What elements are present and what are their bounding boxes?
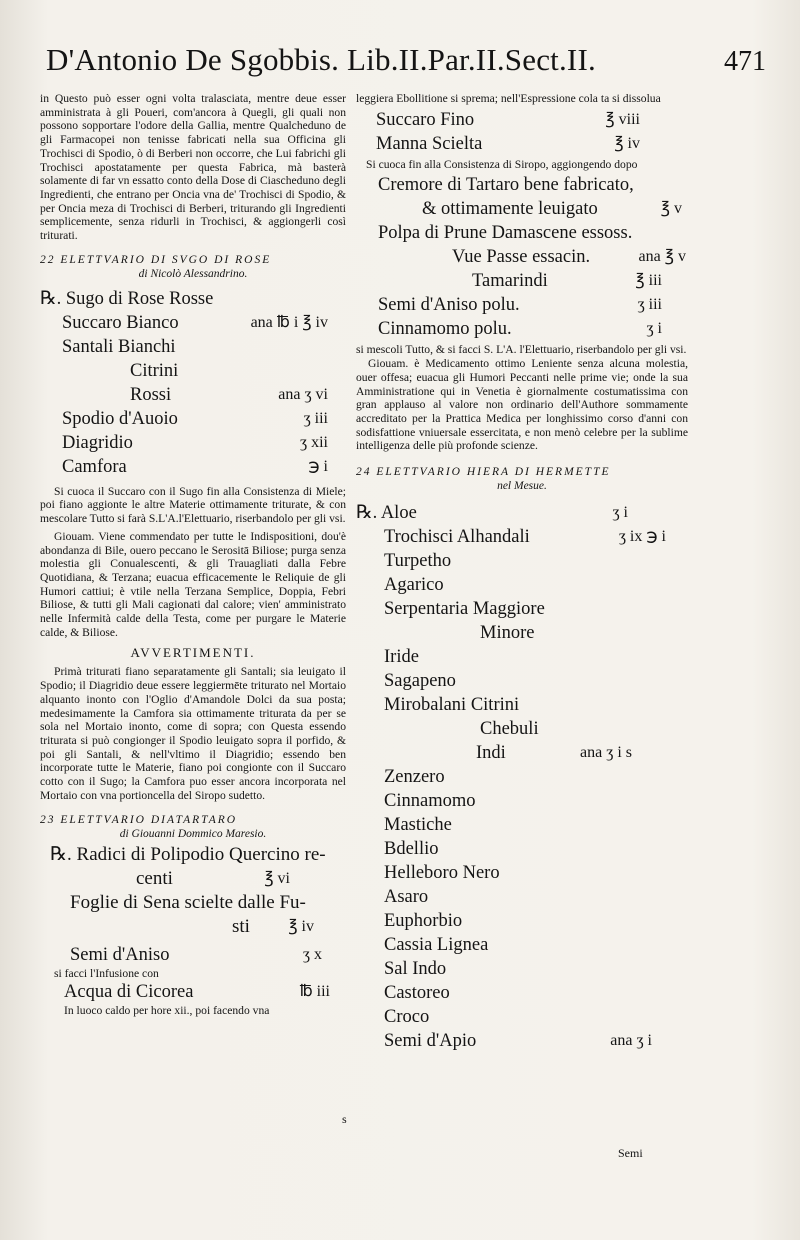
ingredient-line — [356, 669, 688, 693]
ingredient-line — [356, 789, 688, 813]
catchword-left: s — [342, 1112, 347, 1126]
ingredient-line — [40, 915, 346, 939]
ingredient-dose: ʒ xii — [300, 433, 328, 451]
ingredient-name: Zenzero — [384, 767, 445, 788]
infusion-note: si facci l'Infusione con — [54, 966, 159, 980]
ingredient-name: Sal Indo — [384, 959, 447, 980]
intro-paragraph: in Questo può esser ogni volta tralasciata, mentre deue esser amministrata à gli Poueri, com'ancora à Quegli, gli quali non possono sopportare l'odore della Gallia, mentre Qualcheduno de gli Farmacopei non tenisse fabricati nella sua Officina gli Trochisci di Spodio, ò di Berberi non occorre, che Lui fabrichi gli Trochisci apostatamente per questa Fabrica, mà basterà solamente di far vn essatto conto della Dose di Ciascheduno degli Ingredienti, che entrano per Oncia vna de' Trochisci di Spodio, & per Oncia meza di Trochisci di Berberi, triturando gli Ingredienti semplicemente, senza ridurli in Trochisci, & aggiongerli così triturati. — [40, 92, 346, 243]
syrup-method: Si cuoca fin alla Consistenza di Siropo, aggiongendo dopo — [366, 157, 638, 171]
ingredient-name: Foglie di Sena scielte dalle Fu- — [70, 891, 306, 913]
ingredient-name: ℞. Radici di Polipodio Quercino re- — [50, 843, 326, 865]
ingredient-line — [40, 980, 346, 1004]
ingredient-name: Semi d'Apio — [384, 1031, 477, 1052]
right-column — [356, 92, 688, 1053]
ingredient-name: Spodio d'Auoio — [62, 408, 178, 429]
recipe-23-method: In luoco caldo per hore xii., poi facendo vna — [64, 1004, 270, 1018]
ingredient-line — [356, 933, 688, 957]
ingredient-name: centi — [136, 867, 173, 889]
ingredient-line — [356, 645, 688, 669]
ingredient-name: & ottimamente leuigato — [422, 199, 598, 220]
ingredient-line — [356, 837, 688, 861]
ingredient-name: ℞. Sugo di Rose Rosse — [40, 288, 214, 309]
recipe-23-commentary: Giouam. è Medicamento ottimo Leniente senza alcuna molestia, ouer offesa; euacua gli Humori Peccanti nelle prime vie; onde la sua Amministratione qui in Venetia è giornalmente costumatissima con gran applauso al valore non ordinario dell'Authore sommamente accreditato per la Prattica Medica per longhissimo corso d'anni con sodisfattione vniuersale essercitata, e non menò celebre per la sublime intelligenza delle più profonde scienze. — [356, 357, 688, 453]
ingredient-name: Euphorbio — [384, 911, 463, 932]
ingredient-name: Serpentaria Maggiore — [384, 599, 545, 620]
ingredient-name: Semi d'Aniso polu. — [378, 295, 520, 316]
ingredient-line — [356, 573, 688, 597]
recipe-24-title: 24 ELETTVARIO HIERA DI HERMETTE — [356, 466, 611, 479]
left-column — [40, 92, 346, 1018]
ingredient-line — [40, 287, 346, 311]
ingredient-dose: ℈ i — [308, 457, 328, 475]
ingredient-line — [40, 431, 346, 455]
ingredient-line — [356, 885, 688, 909]
recipe-24-ingredients — [356, 501, 688, 1053]
ingredient-dose: ℥ vi — [264, 869, 290, 887]
ingredient-name: Cinnamomo polu. — [378, 319, 512, 340]
ingredient-line — [356, 269, 688, 293]
ingredient-name: Trochisci Alhandali — [384, 527, 530, 548]
ingredient-dose: ℥ iii — [635, 272, 662, 290]
ingredient-line — [356, 765, 688, 789]
ingredient-name: Camfora — [62, 456, 127, 477]
ingredient-name: Succaro Fino — [376, 109, 475, 130]
ingredient-line — [40, 407, 346, 431]
recipe-22-commentary: Giouam. Viene commendato per tutte le Indispositioni, dou'è abondanza di Bile, ouero peccano le Serositā Biliose; purga senza molestia gli Conualescenti, & gli Trauagliati dalla Febre Quotidiana, & Terzana; euacua efficacemente le Reliquie de gli Humori cattiui; è vtile nella Terzana Semplice, Doppia, Febri Biliose, & tutti gli Mali cagionati dal calore; vien' amministrato nelle Infermità calde della Testa, come per purgare le Materie calde, & Biliose. — [40, 529, 346, 639]
recipe-23-subtitle: di Giouanni Dommico Maresio. — [119, 827, 267, 840]
ingredient-dose: ʒ i — [646, 320, 662, 338]
ingredient-name: Chebuli — [480, 719, 539, 740]
ingredient-line — [356, 108, 688, 132]
ingredient-name: Helleboro Nero — [384, 863, 500, 884]
ingredient-name: ℞. Aloe — [356, 503, 417, 524]
ingredient-line — [356, 717, 688, 741]
ingredient-dose: ana ℥ v — [638, 248, 686, 266]
ingredient-line — [356, 173, 688, 197]
running-header — [46, 42, 766, 92]
ingredient-name: Croco — [384, 1007, 430, 1028]
ingredient-name: Mastiche — [384, 815, 452, 836]
ingredient-dose: ʒ i — [612, 504, 628, 522]
ingredient-line — [356, 813, 688, 837]
ingredient-name: Asaro — [384, 887, 429, 908]
ingredient-line — [40, 383, 346, 407]
ingredient-name: Acqua di Cicorea — [64, 982, 194, 1003]
ingredient-dose: ʒ ix ℈ i — [618, 528, 666, 546]
ingredient-dose: ℔ iii — [299, 983, 330, 1001]
ingredient-name: Rossi — [130, 384, 172, 405]
ingredient-name: Cremore di Tartaro bene fabricato, — [378, 175, 634, 196]
ingredient-line — [356, 221, 688, 245]
ingredient-name: Polpa di Prune Damascene essoss. — [378, 223, 633, 244]
ingredient-line — [40, 867, 346, 891]
ingredient-line — [40, 943, 346, 967]
ingredient-name: Diagridio — [62, 432, 133, 453]
ingredient-line — [356, 597, 688, 621]
recipe-22-ingredients — [40, 287, 346, 479]
ingredient-line — [40, 843, 346, 867]
ingredient-name: Tamarindi — [472, 271, 548, 292]
ingredient-name: Vue Passe essacin. — [452, 247, 591, 268]
ingredient-line — [356, 621, 688, 645]
ingredient-name: Cinnamomo — [384, 791, 476, 812]
ingredient-line — [356, 293, 688, 317]
ingredient-line — [356, 317, 688, 341]
ingredient-name: Succaro Bianco — [62, 312, 179, 333]
header-title: D'Antonio De Sgobbis. Lib.II.Par.II.Sect.II. — [46, 42, 596, 77]
catchword-right: Semi — [618, 1146, 643, 1160]
continuation-text: leggiera Ebollitione si sprema; nell'Espressione cola ta si dissolua — [356, 92, 661, 105]
notes-paragraph: Primà triturati fiano separatamente gli Santali; sia leuigato il Spodio; il Diagridio deue essere leggiermēte triturato nel Mortaio alquanto inonto con l'Oglio d'Amandole Dolci da sua posta; medesimamente la Camfora sia ottimamente triturata da per se sola nel Mortaio inonto, come di sopra; con Questa essendo triturata si può congionger il Spodio leuigato sopra il porfido, & poi gli Santali, & nell'vltimo il Diagridio; essendo ben incorporate tutte le Materie, fiano poi congionte con il Succaro cotto con il Sugo; la Camfora puo esser ancora incorporata nel Mortaio con vna portioncella del Siropo sudetto. — [40, 665, 346, 802]
ingredient-line — [356, 525, 688, 549]
ingredient-dose: ʒ iii — [637, 296, 662, 314]
page-number: 471 — [724, 46, 766, 77]
ingredient-name: Iride — [384, 647, 419, 668]
ingredient-line — [356, 197, 688, 221]
ingredient-name: Mirobalani Citrini — [384, 695, 520, 716]
ingredient-name: Indi — [476, 743, 506, 764]
ingredient-name: Sagapeno — [384, 671, 456, 692]
ingredient-name: Minore — [480, 623, 535, 644]
ingredient-name: Citrini — [130, 360, 179, 381]
ingredient-line — [356, 1005, 688, 1029]
ingredient-line — [356, 132, 688, 156]
ingredient-name: Santali Bianchi — [62, 336, 176, 357]
ingredient-dose: ℥ iv — [614, 134, 640, 152]
ingredient-dose: ana ʒ i s — [580, 744, 632, 762]
recipe-22-subtitle: di Nicolò Alessandrino. — [138, 267, 248, 280]
notes-heading: AVVERTIMENTI. — [130, 645, 256, 661]
ingredient-dose: ana ℔ i ℥ iv — [250, 313, 328, 331]
ingredient-dose: ℥ v — [660, 200, 682, 218]
recipe-22-title: 22 ELETTVARIO DI SVGO DI ROSE — [40, 253, 272, 266]
recipe-24-subtitle: nel Mesue. — [497, 480, 547, 493]
recipe-23-title: 23 ELETTVARIO DIATARTARO — [40, 813, 238, 826]
ingredient-line — [356, 693, 688, 717]
ingredient-dose: ana ʒ i — [610, 1032, 652, 1050]
recipe-22-method: Si cuoca il Succaro con il Sugo fin alla Consistenza di Miele; poi fiano aggionte le altre Materie ottimamente triturate, & con mescolare Tutto si farà S.L'A.l'Elettuario, riserbandolo per gli vsi. — [40, 484, 346, 526]
ingredient-line — [40, 335, 346, 359]
ingredient-name: Semi d'Aniso — [70, 944, 170, 965]
syrup-ingredients — [356, 108, 688, 156]
recipe-23-additions — [356, 173, 688, 341]
ingredient-line — [40, 359, 346, 383]
ingredient-line — [356, 957, 688, 981]
ingredient-name: Castoreo — [384, 983, 450, 1004]
ingredient-line — [40, 455, 346, 479]
ingredient-dose: ℥ viii — [605, 110, 640, 128]
ingredient-name: Bdellio — [384, 839, 439, 860]
ingredient-dose: ℥ iv — [288, 917, 314, 935]
ingredient-line — [356, 501, 688, 525]
ingredient-name: sti — [232, 915, 250, 937]
ingredient-line — [356, 909, 688, 933]
ingredient-line — [356, 741, 688, 765]
ingredient-dose: ʒ iii — [303, 409, 328, 427]
ingredient-line — [356, 549, 688, 573]
ingredient-name: Cassia Lignea — [384, 935, 489, 956]
ingredient-line — [40, 891, 346, 915]
ingredient-name: Agarico — [384, 575, 444, 596]
ingredient-dose: ʒ x — [302, 945, 322, 963]
recipe-23-ingredients — [40, 843, 346, 1018]
recipe-23-final-method: si mescoli Tutto, & si facci S. L'A. l'Elettuario, riserbandolo per gli vsi. — [356, 343, 687, 357]
ingredient-name: Turpetho — [384, 551, 452, 572]
ingredient-line — [40, 311, 346, 335]
ingredient-dose: ana ʒ vi — [278, 385, 328, 403]
ingredient-line — [356, 861, 688, 885]
ingredient-line — [356, 981, 688, 1005]
ingredient-line — [356, 1029, 688, 1053]
ingredient-name: Manna Scielta — [376, 133, 483, 154]
ingredient-line — [356, 245, 688, 269]
